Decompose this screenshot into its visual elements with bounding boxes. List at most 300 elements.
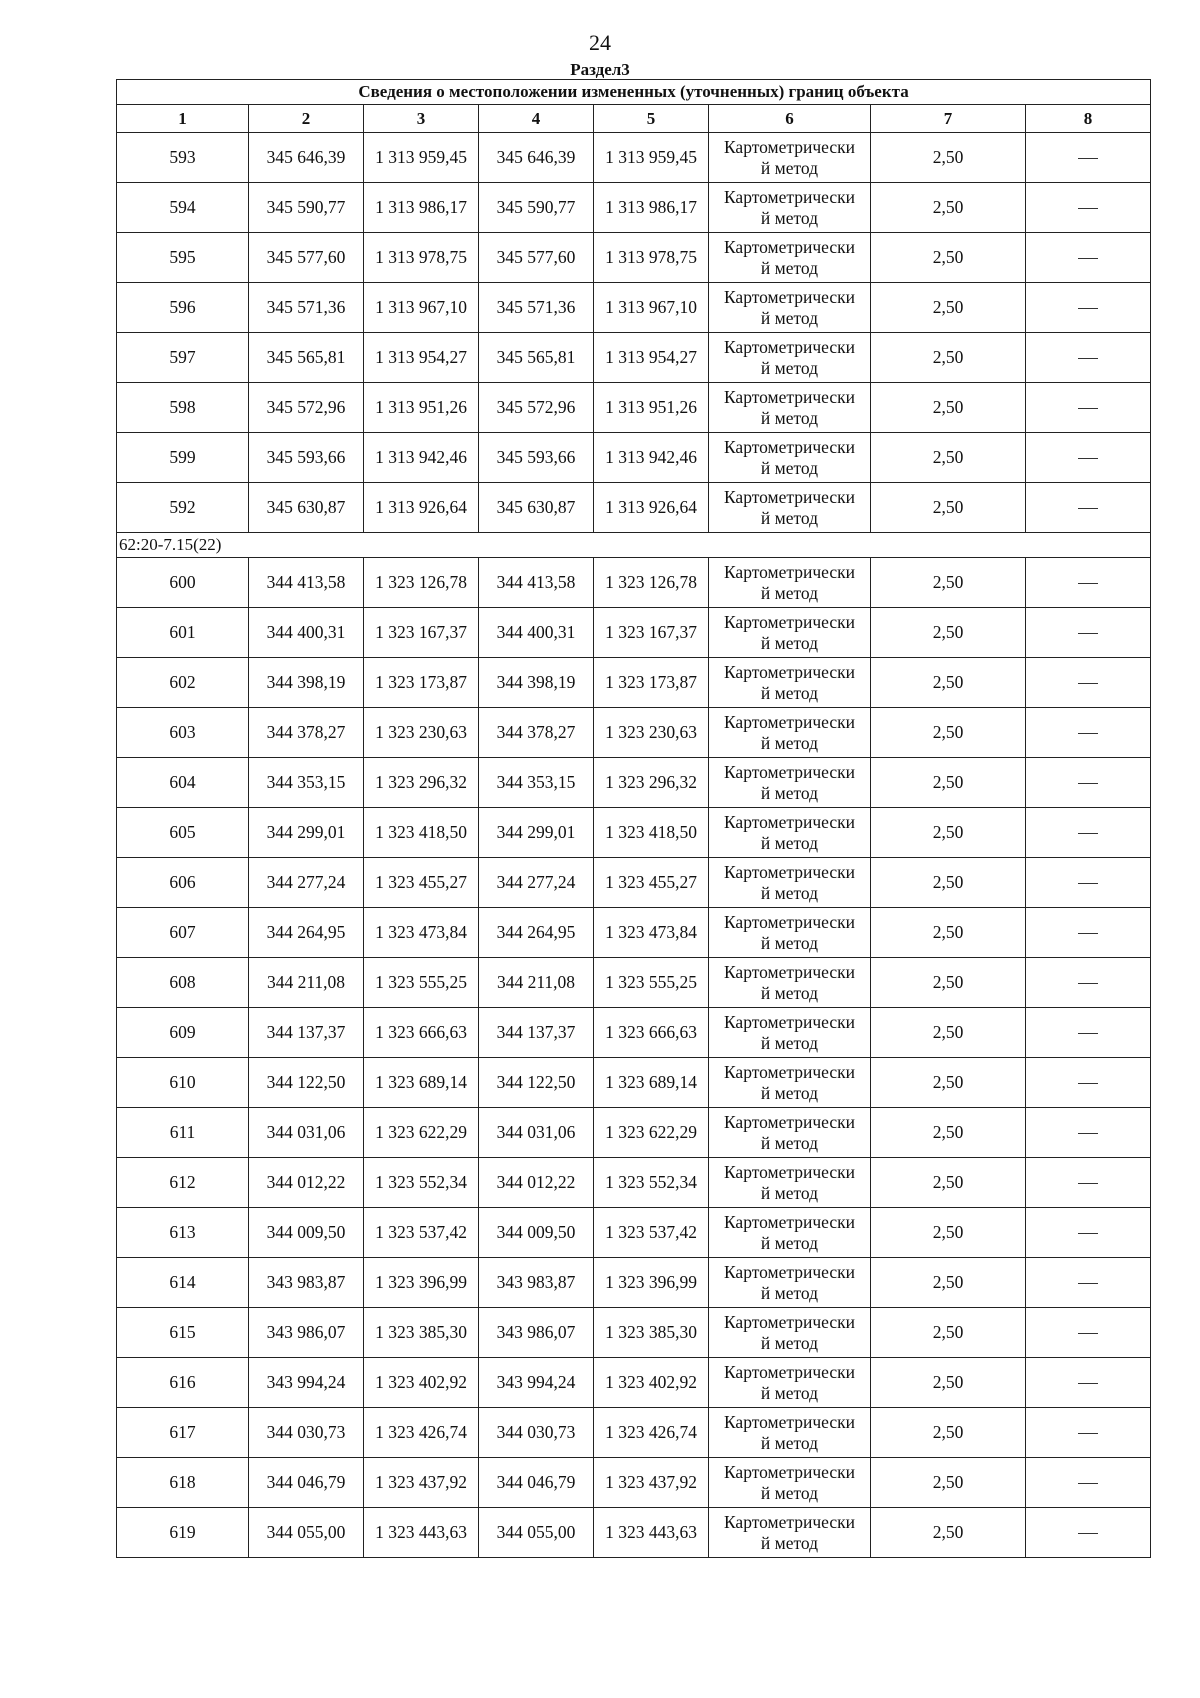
y-existing-cell: 1 323 455,27 — [364, 858, 479, 908]
table-row — [117, 383, 1151, 433]
y-new-cell: 1 323 426,74 — [594, 1408, 709, 1458]
x-existing-cell: 345 646,39 — [249, 133, 364, 183]
y-existing-cell: 1 323 552,34 — [364, 1158, 479, 1208]
method-cell — [709, 233, 871, 283]
method-text-line1: Картометрически — [723, 611, 856, 632]
y-new-cell: 1 323 418,50 — [594, 808, 709, 858]
method-cell — [709, 908, 871, 958]
table-row — [117, 1158, 1151, 1208]
y-existing-cell: 1 323 126,78 — [364, 558, 479, 608]
empty-value-cell — [1026, 1058, 1151, 1108]
x-new-cell: 344 031,06 — [479, 1108, 594, 1158]
precision-cell: 2,50 — [871, 483, 1026, 533]
method-text-line2: й метод — [760, 982, 819, 1003]
x-new-cell: 345 590,77 — [479, 183, 594, 233]
method-cell — [709, 558, 871, 608]
point-number-cell: 609 — [117, 1008, 249, 1058]
method-text-line1: Картометрически — [723, 286, 856, 307]
precision-cell: 2,50 — [871, 433, 1026, 483]
method-text-line2: й метод — [760, 1532, 819, 1553]
table-row — [117, 1308, 1151, 1358]
method-cell — [709, 1108, 871, 1158]
point-number-cell: 602 — [117, 658, 249, 708]
method-cell — [709, 183, 871, 233]
point-number-cell: 617 — [117, 1408, 249, 1458]
method-cell — [709, 1508, 871, 1558]
x-new-cell: 345 646,39 — [479, 133, 594, 183]
precision-cell: 2,50 — [871, 1008, 1026, 1058]
table-row — [117, 1408, 1151, 1458]
precision-cell: 2,50 — [871, 608, 1026, 658]
x-existing-cell: 344 137,37 — [249, 1008, 364, 1058]
y-existing-cell: 1 323 426,74 — [364, 1408, 479, 1458]
x-existing-cell: 345 565,81 — [249, 333, 364, 383]
x-existing-cell: 344 211,08 — [249, 958, 364, 1008]
table-row — [117, 1358, 1151, 1408]
y-new-cell: 1 323 689,14 — [594, 1058, 709, 1108]
method-text-line1: Картометрически — [723, 1111, 856, 1132]
y-new-cell: 1 323 385,30 — [594, 1308, 709, 1358]
point-number-cell: 614 — [117, 1258, 249, 1308]
y-new-cell: 1 323 555,25 — [594, 958, 709, 1008]
y-new-cell: 1 313 967,10 — [594, 283, 709, 333]
empty-value-cell — [1026, 758, 1151, 808]
table-row — [117, 483, 1151, 533]
method-text-line2: й метод — [760, 307, 819, 328]
precision-cell: 2,50 — [871, 758, 1026, 808]
precision-cell: 2,50 — [871, 233, 1026, 283]
precision-cell: 2,50 — [871, 1508, 1026, 1558]
y-new-cell: 1 313 959,45 — [594, 133, 709, 183]
empty-value-cell — [1026, 808, 1151, 858]
method-text-line1: Картометрически — [723, 1361, 856, 1382]
method-text-line2: й метод — [760, 582, 819, 603]
y-existing-cell: 1 323 537,42 — [364, 1208, 479, 1258]
method-cell — [709, 858, 871, 908]
point-number-cell: 615 — [117, 1308, 249, 1358]
x-new-cell: 344 398,19 — [479, 658, 594, 708]
x-existing-cell: 345 577,60 — [249, 233, 364, 283]
dash-mark — [1078, 733, 1098, 734]
point-number-cell: 596 — [117, 283, 249, 333]
y-existing-cell: 1 323 396,99 — [364, 1258, 479, 1308]
empty-value-cell — [1026, 433, 1151, 483]
y-new-cell: 1 323 666,63 — [594, 1008, 709, 1058]
dash-mark — [1078, 1183, 1098, 1184]
y-new-cell: 1 313 954,27 — [594, 333, 709, 383]
point-number-cell: 606 — [117, 858, 249, 908]
method-text-line2: й метод — [760, 1382, 819, 1403]
column-number: 8 — [1026, 105, 1151, 133]
x-existing-cell: 343 994,24 — [249, 1358, 364, 1408]
x-existing-cell: 344 046,79 — [249, 1458, 364, 1508]
dash-mark — [1078, 883, 1098, 884]
table-row — [117, 608, 1151, 658]
table-row — [117, 808, 1151, 858]
dash-mark — [1078, 508, 1098, 509]
precision-cell: 2,50 — [871, 658, 1026, 708]
dash-mark — [1078, 1533, 1098, 1534]
x-existing-cell: 344 277,24 — [249, 858, 364, 908]
y-existing-cell: 1 323 555,25 — [364, 958, 479, 1008]
dash-mark — [1078, 1133, 1098, 1134]
y-existing-cell: 1 313 954,27 — [364, 333, 479, 383]
x-new-cell: 345 593,66 — [479, 433, 594, 483]
method-cell — [709, 808, 871, 858]
method-text-line2: й метод — [760, 207, 819, 228]
empty-value-cell — [1026, 1158, 1151, 1208]
method-text-line2: й метод — [760, 1032, 819, 1053]
x-existing-cell: 345 572,96 — [249, 383, 364, 433]
point-number-cell: 598 — [117, 383, 249, 433]
y-existing-cell: 1 323 402,92 — [364, 1358, 479, 1408]
method-text-line1: Картометрически — [723, 1311, 856, 1332]
y-new-cell: 1 323 173,87 — [594, 658, 709, 708]
method-cell — [709, 1358, 871, 1408]
y-existing-cell: 1 323 689,14 — [364, 1058, 479, 1108]
coordinates-table — [116, 79, 1151, 1558]
empty-value-cell — [1026, 133, 1151, 183]
y-new-cell: 1 323 537,42 — [594, 1208, 709, 1258]
x-new-cell: 344 378,27 — [479, 708, 594, 758]
y-existing-cell: 1 323 173,87 — [364, 658, 479, 708]
table-row — [117, 183, 1151, 233]
point-number-cell: 601 — [117, 608, 249, 658]
x-existing-cell: 345 630,87 — [249, 483, 364, 533]
table-row — [117, 1108, 1151, 1158]
x-new-cell: 344 277,24 — [479, 858, 594, 908]
column-number-row — [117, 105, 1151, 133]
empty-value-cell — [1026, 233, 1151, 283]
y-new-cell: 1 323 126,78 — [594, 558, 709, 608]
y-new-cell: 1 313 986,17 — [594, 183, 709, 233]
x-existing-cell: 344 122,50 — [249, 1058, 364, 1108]
y-existing-cell: 1 323 418,50 — [364, 808, 479, 858]
method-cell — [709, 1208, 871, 1258]
dash-mark — [1078, 1383, 1098, 1384]
dash-mark — [1078, 308, 1098, 309]
x-existing-cell: 344 030,73 — [249, 1408, 364, 1458]
empty-value-cell — [1026, 1108, 1151, 1158]
dash-mark — [1078, 408, 1098, 409]
x-new-cell: 344 400,31 — [479, 608, 594, 658]
precision-cell: 2,50 — [871, 1458, 1026, 1508]
precision-cell: 2,50 — [871, 283, 1026, 333]
empty-value-cell — [1026, 283, 1151, 333]
x-existing-cell: 345 593,66 — [249, 433, 364, 483]
table-row — [117, 708, 1151, 758]
precision-cell: 2,50 — [871, 1108, 1026, 1158]
table-row — [117, 908, 1151, 958]
y-existing-cell: 1 313 926,64 — [364, 483, 479, 533]
y-existing-cell: 1 323 230,63 — [364, 708, 479, 758]
empty-value-cell — [1026, 658, 1151, 708]
method-cell — [709, 708, 871, 758]
method-text-line2: й метод — [760, 932, 819, 953]
method-cell — [709, 1258, 871, 1308]
dash-mark — [1078, 633, 1098, 634]
column-number: 7 — [871, 105, 1026, 133]
empty-value-cell — [1026, 908, 1151, 958]
column-number: 2 — [249, 105, 364, 133]
method-text-line2: й метод — [760, 1332, 819, 1353]
table-row — [117, 558, 1151, 608]
empty-value-cell — [1026, 608, 1151, 658]
x-new-cell: 344 264,95 — [479, 908, 594, 958]
point-number-cell: 610 — [117, 1058, 249, 1108]
method-text-line1: Картометрически — [723, 1211, 856, 1232]
table-row — [117, 658, 1151, 708]
y-new-cell: 1 323 230,63 — [594, 708, 709, 758]
method-text-line2: й метод — [760, 882, 819, 903]
method-text-line2: й метод — [760, 732, 819, 753]
dash-mark — [1078, 833, 1098, 834]
table-row — [117, 133, 1151, 183]
method-text-line1: Картометрически — [723, 861, 856, 882]
column-number: 1 — [117, 105, 249, 133]
method-text-line1: Картометрически — [723, 961, 856, 982]
x-existing-cell: 344 353,15 — [249, 758, 364, 808]
table-row — [117, 858, 1151, 908]
method-text-line1: Картометрически — [723, 186, 856, 207]
empty-value-cell — [1026, 1358, 1151, 1408]
dash-mark — [1078, 258, 1098, 259]
method-cell — [709, 1408, 871, 1458]
method-text-line1: Картометрически — [723, 1161, 856, 1182]
method-text-line2: й метод — [760, 157, 819, 178]
precision-cell: 2,50 — [871, 1158, 1026, 1208]
y-new-cell: 1 323 473,84 — [594, 908, 709, 958]
x-existing-cell: 344 055,00 — [249, 1508, 364, 1558]
precision-cell: 2,50 — [871, 1208, 1026, 1258]
point-number-cell: 619 — [117, 1508, 249, 1558]
method-text-line2: й метод — [760, 682, 819, 703]
table-row — [117, 433, 1151, 483]
dash-mark — [1078, 1033, 1098, 1034]
x-existing-cell: 344 009,50 — [249, 1208, 364, 1258]
x-existing-cell: 344 400,31 — [249, 608, 364, 658]
y-existing-cell: 1 323 443,63 — [364, 1508, 479, 1558]
x-new-cell: 345 565,81 — [479, 333, 594, 383]
x-new-cell: 344 030,73 — [479, 1408, 594, 1458]
x-existing-cell: 345 590,77 — [249, 183, 364, 233]
method-cell — [709, 433, 871, 483]
precision-cell: 2,50 — [871, 858, 1026, 908]
empty-value-cell — [1026, 483, 1151, 533]
y-existing-cell: 1 323 296,32 — [364, 758, 479, 808]
table-body — [117, 133, 1151, 1558]
point-number-cell: 597 — [117, 333, 249, 383]
group-label-row — [117, 533, 1151, 558]
y-new-cell: 1 323 622,29 — [594, 1108, 709, 1158]
table-row — [117, 283, 1151, 333]
table-row — [117, 958, 1151, 1008]
point-number-cell: 611 — [117, 1108, 249, 1158]
precision-cell: 2,50 — [871, 333, 1026, 383]
y-existing-cell: 1 313 986,17 — [364, 183, 479, 233]
table-row — [117, 233, 1151, 283]
point-number-cell: 599 — [117, 433, 249, 483]
dash-mark — [1078, 983, 1098, 984]
method-text-line1: Картометрически — [723, 1411, 856, 1432]
point-number-cell: 605 — [117, 808, 249, 858]
method-cell — [709, 283, 871, 333]
y-existing-cell: 1 313 978,75 — [364, 233, 479, 283]
y-new-cell: 1 313 978,75 — [594, 233, 709, 283]
method-cell — [709, 758, 871, 808]
x-new-cell: 344 122,50 — [479, 1058, 594, 1108]
y-new-cell: 1 323 396,99 — [594, 1258, 709, 1308]
dash-mark — [1078, 583, 1098, 584]
y-existing-cell: 1 313 959,45 — [364, 133, 479, 183]
table-row — [117, 1058, 1151, 1108]
table-row — [117, 333, 1151, 383]
dash-mark — [1078, 1283, 1098, 1284]
x-new-cell: 344 353,15 — [479, 758, 594, 808]
x-new-cell: 343 994,24 — [479, 1358, 594, 1408]
method-text-line2: й метод — [760, 1182, 819, 1203]
method-cell — [709, 608, 871, 658]
method-text-line1: Картометрически — [723, 136, 856, 157]
method-text-line1: Картометрически — [723, 486, 856, 507]
method-cell — [709, 1158, 871, 1208]
precision-cell: 2,50 — [871, 133, 1026, 183]
point-number-cell: 594 — [117, 183, 249, 233]
empty-value-cell — [1026, 1258, 1151, 1308]
x-new-cell: 345 571,36 — [479, 283, 594, 333]
precision-cell: 2,50 — [871, 558, 1026, 608]
method-text-line2: й метод — [760, 832, 819, 853]
y-new-cell: 1 323 167,37 — [594, 608, 709, 658]
point-number-cell: 618 — [117, 1458, 249, 1508]
point-number-cell: 612 — [117, 1158, 249, 1208]
method-text-line1: Картометрически — [723, 561, 856, 582]
method-cell — [709, 483, 871, 533]
table-row — [117, 1008, 1151, 1058]
x-new-cell: 344 211,08 — [479, 958, 594, 1008]
point-number-cell: 616 — [117, 1358, 249, 1408]
method-text-line1: Картометрически — [723, 761, 856, 782]
method-text-line2: й метод — [760, 1132, 819, 1153]
method-text-line1: Картометрически — [723, 386, 856, 407]
y-existing-cell: 1 313 951,26 — [364, 383, 479, 433]
empty-value-cell — [1026, 333, 1151, 383]
empty-value-cell — [1026, 383, 1151, 433]
table-row — [117, 1458, 1151, 1508]
y-new-cell: 1 323 437,92 — [594, 1458, 709, 1508]
y-new-cell: 1 323 402,92 — [594, 1358, 709, 1408]
x-new-cell: 343 986,07 — [479, 1308, 594, 1358]
x-new-cell: 344 299,01 — [479, 808, 594, 858]
precision-cell: 2,50 — [871, 808, 1026, 858]
method-text-line1: Картометрически — [723, 1261, 856, 1282]
method-text-line2: й метод — [760, 1082, 819, 1103]
empty-value-cell — [1026, 858, 1151, 908]
precision-cell: 2,50 — [871, 1308, 1026, 1358]
point-number-cell: 608 — [117, 958, 249, 1008]
point-number-cell: 604 — [117, 758, 249, 808]
method-cell — [709, 133, 871, 183]
point-number-cell: 592 — [117, 483, 249, 533]
method-text-line1: Картометрически — [723, 1461, 856, 1482]
dash-mark — [1078, 1233, 1098, 1234]
x-existing-cell: 343 986,07 — [249, 1308, 364, 1358]
y-existing-cell: 1 323 473,84 — [364, 908, 479, 958]
column-number: 4 — [479, 105, 594, 133]
method-text-line2: й метод — [760, 632, 819, 653]
x-existing-cell: 344 398,19 — [249, 658, 364, 708]
y-existing-cell: 1 323 385,30 — [364, 1308, 479, 1358]
point-number-cell: 600 — [117, 558, 249, 608]
method-text-line2: й метод — [760, 457, 819, 478]
column-number: 3 — [364, 105, 479, 133]
method-text-line1: Картометрически — [723, 336, 856, 357]
table-row — [117, 758, 1151, 808]
point-number-cell: 613 — [117, 1208, 249, 1258]
method-text-line2: й метод — [760, 1432, 819, 1453]
x-existing-cell: 344 299,01 — [249, 808, 364, 858]
y-new-cell: 1 313 951,26 — [594, 383, 709, 433]
method-cell — [709, 1008, 871, 1058]
y-new-cell: 1 323 443,63 — [594, 1508, 709, 1558]
dash-mark — [1078, 208, 1098, 209]
empty-value-cell — [1026, 1458, 1151, 1508]
dash-mark — [1078, 458, 1098, 459]
empty-value-cell — [1026, 558, 1151, 608]
group-label: 62:20-7.15(22) — [117, 533, 1151, 558]
x-new-cell: 343 983,87 — [479, 1258, 594, 1308]
y-new-cell: 1 313 942,46 — [594, 433, 709, 483]
precision-cell: 2,50 — [871, 1408, 1026, 1458]
method-text-line2: й метод — [760, 1282, 819, 1303]
method-cell — [709, 658, 871, 708]
empty-value-cell — [1026, 1508, 1151, 1558]
x-existing-cell: 344 031,06 — [249, 1108, 364, 1158]
table-row — [117, 1258, 1151, 1308]
method-text-line2: й метод — [760, 782, 819, 803]
column-number: 6 — [709, 105, 871, 133]
empty-value-cell — [1026, 1008, 1151, 1058]
dash-mark — [1078, 358, 1098, 359]
x-existing-cell: 344 264,95 — [249, 908, 364, 958]
x-new-cell: 344 012,22 — [479, 1158, 594, 1208]
point-number-cell: 593 — [117, 133, 249, 183]
y-existing-cell: 1 313 942,46 — [364, 433, 479, 483]
y-existing-cell: 1 323 167,37 — [364, 608, 479, 658]
precision-cell: 2,50 — [871, 383, 1026, 433]
x-new-cell: 344 413,58 — [479, 558, 594, 608]
dash-mark — [1078, 1083, 1098, 1084]
dash-mark — [1078, 1333, 1098, 1334]
table-caption-row — [117, 80, 1151, 105]
column-number: 5 — [594, 105, 709, 133]
table-row — [117, 1508, 1151, 1558]
precision-cell: 2,50 — [871, 708, 1026, 758]
method-text-line2: й метод — [760, 1232, 819, 1253]
empty-value-cell — [1026, 1208, 1151, 1258]
precision-cell: 2,50 — [871, 1058, 1026, 1108]
precision-cell: 2,50 — [871, 1258, 1026, 1308]
x-new-cell: 345 577,60 — [479, 233, 594, 283]
x-new-cell: 345 572,96 — [479, 383, 594, 433]
precision-cell: 2,50 — [871, 958, 1026, 1008]
method-text-line1: Картометрически — [723, 436, 856, 457]
method-cell — [709, 1308, 871, 1358]
precision-cell: 2,50 — [871, 183, 1026, 233]
y-existing-cell: 1 323 622,29 — [364, 1108, 479, 1158]
x-existing-cell: 345 571,36 — [249, 283, 364, 333]
dash-mark — [1078, 933, 1098, 934]
